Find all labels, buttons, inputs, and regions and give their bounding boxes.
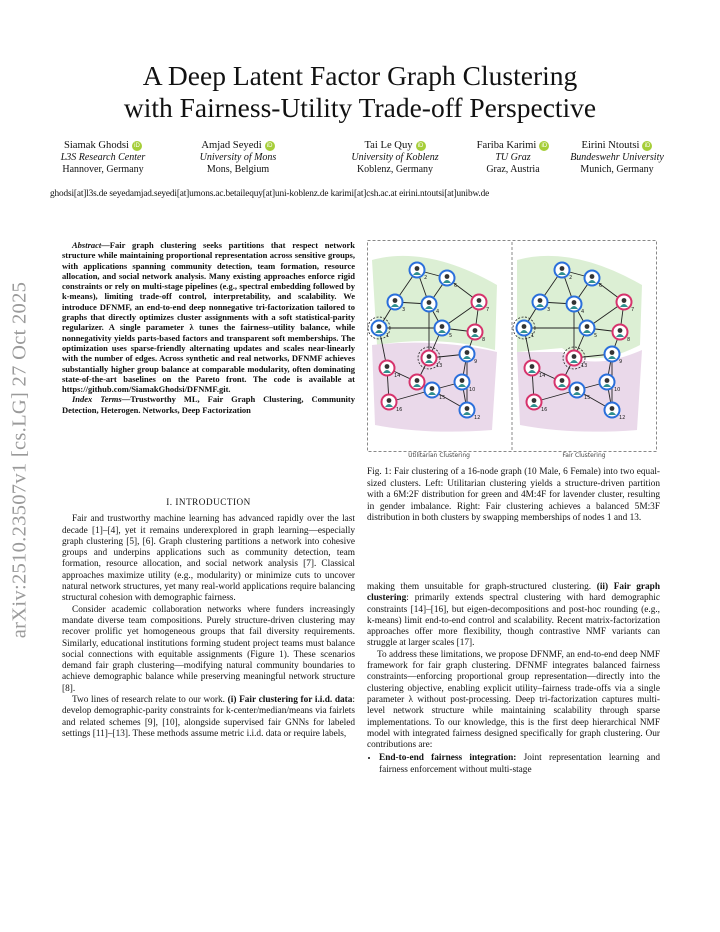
abstract-label: Abstract: [72, 240, 102, 250]
person-head-icon: [610, 350, 615, 355]
person-head-icon: [465, 350, 470, 355]
author-5: Eirini Ntoutsi iD Bundeswehr University Munich, Germany: [570, 140, 664, 175]
orcid-icon[interactable]: iD: [642, 141, 652, 151]
figure-caption: Fig. 1: Fair clustering of a 16-node graph (10 Male, 6 Female) into two equal-sized clusters. Left: Utilitarian clustering yields a structure-driven partition with a 6M:2F distribution for green and 4M:4F for lavender cluster, resulting in gender imbalance. Right: Fair clustering achieves a balanced 5M:3F distribution in both clusters by swapping memberships of nodes 1 and 13.: [367, 467, 660, 524]
index-terms-body: —Trustworthy ML, Fair Graph Clustering, Community Detection, Heterogen. Networks, Deep Factorization: [62, 394, 355, 415]
node-number: 2: [569, 275, 573, 281]
person-head-icon: [430, 386, 435, 391]
person-head-icon: [465, 406, 470, 411]
person-head-icon: [387, 398, 392, 403]
title-line-2: with Fairness-Utility Trade-off Perspective: [123, 92, 597, 123]
person-head-icon: [560, 266, 565, 271]
node-number: 9: [619, 359, 623, 365]
author-1: Siamak Ghodsi iD L3S Research Center Hannover, Germany: [60, 140, 146, 175]
person-head-icon: [560, 378, 565, 383]
person-head-icon: [440, 324, 445, 329]
intro-paragraph-2: Consider academic collaboration networks where funders increasingly mandate diverse team compositions. Purely structure-driven clustering may recover prolific yet homogeneous groups that fail diversity requirements. Similarly, educational institutions forming student project teams must balance social connections with equitable assignments (Figure 1). These scenarios demand fair graph clustering—modifying natural community boundaries to achieve demographic balance while preserving meaningful network structure [8].: [62, 604, 355, 694]
node-number: 3: [402, 307, 406, 313]
person-head-icon: [530, 364, 535, 369]
person-head-icon: [572, 354, 577, 359]
node-number: 5: [449, 333, 453, 339]
person-head-icon: [522, 324, 527, 329]
paper-title: [0, 60, 720, 124]
index-terms-label: Index Terms: [72, 394, 122, 405]
node-number: 16: [396, 407, 403, 413]
person-head-icon: [477, 298, 482, 303]
node-number: 13: [436, 363, 443, 369]
person-head-icon: [618, 328, 623, 333]
node-number: 13: [581, 363, 588, 369]
contributions-list: [367, 753, 660, 776]
orcid-icon[interactable]: iD: [132, 141, 142, 151]
node-number: 5: [594, 333, 598, 339]
person-head-icon: [622, 298, 627, 303]
person-head-icon: [427, 300, 432, 305]
node-number: 7: [631, 307, 635, 313]
author-4: Fariba Karimi iD TU Graz Graz, Austria: [458, 140, 568, 176]
node-number: 1: [386, 333, 390, 339]
node-number: 1: [531, 333, 535, 339]
orcid-icon[interactable]: iD: [265, 141, 275, 151]
person-head-icon: [393, 298, 398, 303]
figure-1: [367, 240, 657, 460]
node-number: 6: [599, 283, 603, 289]
node-number: 6: [454, 283, 458, 289]
node-number: 8: [482, 337, 486, 343]
right-paragraph-2: To address these limitations, we propose DFNMF, an end-to-end deep NMF framework for fair graph clustering. DFNMF integrates balanced fairness constraints—enforcing proportional group representation—directly into the clustering objective, enabling explicit utility–fairness trade-offs via a single parameter λ without post-processing. Deep tri-factorization captures multi-level network structure while maintaining scalability through sparse implementations. To our knowledge, this is the first deep hierarchical NMF model with integrated fairness designed specifically for graph clustering. Our contributions are:: [367, 649, 660, 751]
introduction: [62, 491, 355, 740]
utilitarian-panel: [368, 256, 497, 432]
panel-label-left: Utilitarian Clustering: [408, 452, 470, 459]
person-head-icon: [575, 386, 580, 391]
orcid-icon[interactable]: iD: [416, 141, 426, 151]
person-head-icon: [377, 324, 382, 329]
author-2: Amjad Seyedi iD University of Mons Mons, Belgium: [199, 140, 277, 175]
right-paragraph-1: making them unsuitable for graph-structured clustering. (ii) Fair graph clustering: primarily extends spectral clustering with hard demographic constraints [14]–[16], but eigen-decompositions and post-hoc rounding (e.g., k-means) limit end-to-end control and scalability. Recent matrix-factorization approaches offer more flexibility, though contrastive NMF variants can struggle at larger scales [17].: [367, 582, 661, 649]
contribution-1: • End-to-end fairness integration: Joint representation learning and fairness enforcement without multi-stage: [379, 753, 660, 776]
node-number: 8: [627, 337, 631, 343]
node-number: 10: [614, 387, 621, 393]
person-head-icon: [605, 378, 610, 383]
title-line-1: A Deep Latent Factor Graph Clustering: [142, 60, 578, 91]
person-head-icon: [445, 274, 450, 279]
node-number: 12: [619, 415, 626, 421]
person-head-icon: [385, 364, 390, 369]
person-head-icon: [473, 328, 478, 333]
person-head-icon: [585, 324, 590, 329]
author-emails: ghodsi[at]l3s.de seyedamjad.seyedi[at]umons.ac.betailequy[at]uni-koblenz.de karimi[at]csh.ac.at eirini.ntoutsi[at]unibw.de: [50, 189, 490, 199]
node-number: 14: [394, 373, 401, 379]
node-number: 15: [439, 395, 446, 401]
abstract: [62, 240, 355, 415]
person-head-icon: [415, 266, 420, 271]
node-number: 14: [539, 373, 546, 379]
author-3: Tai Le Quy iD University of Koblenz Koblenz, Germany: [351, 140, 439, 175]
panel-label-right: Fair Clustering: [562, 452, 606, 459]
intro-paragraph-1: Fair and trustworthy machine learning has advanced rapidly over the last decade [1]–[4], yet it remains underexplored in graph learning—especially graph clustering [5], [6]. Graph clustering partitions a network into cohesive groups and underpins applications such as community detection, team formation, resource allocation, and social network analysis [7]. Classical approaches maximize utility (e.g., modularity) or minimize cuts to uncover natural network structures, yet many real-world applications require balancing structural cohesion with demographic fairness.: [62, 514, 355, 604]
intro-paragraph-3: Two lines of research relate to our work. (i) Fair clustering for i.i.d. data: develop demographic-parity constraints for k-center/median/means via fairlets and related schemes [9], [10], alongside supervised fair GNNs for labeled settings [11]–[13]. These methods assume metric i.i.d. data or require labels,: [62, 695, 355, 739]
person-head-icon: [460, 378, 465, 383]
abstract-body: —Fair graph clustering seeks partitions that respect network structure while maintaining proportional representation across sensitive groups, with applications spanning community detection, team formation, resource allocation, and social network analysis. Many existing approaches enforce rigid constraints or rely on multi-stage pipelines (e.g., spectral embedding followed by k-means), limiting trade-off control, interpretability, and scalability. We introduce DFNMF, an end-to-end deep nonnegative tri-factorization tailored to graphs that directly optimizes cluster assignments with a soft statistical-parity regularizer. A single parameter λ tunes the fairness–utility balance, while nonnegativity yields parts-based factors and transparent soft memberships. The optimization uses sparse-friendly alternating updates and scales near-linearly with the number of edges. Across synthetic and real networks, DFNMF achieves substantially higher group balance at comparable modularity, often dominating state-of-the-art baselines on the Pareto front. The code is available at https://github.com/SiamakGhodsi/DFNMF.git.: [62, 240, 355, 395]
node-number: 16: [541, 407, 548, 413]
node-number: 7: [486, 307, 490, 313]
right-column-text: [367, 582, 660, 776]
node-number: 15: [584, 395, 591, 401]
node-number: 9: [474, 359, 478, 365]
person-head-icon: [538, 298, 543, 303]
node-number: 3: [547, 307, 551, 313]
node-number: 10: [469, 387, 476, 393]
orcid-icon[interactable]: iD: [539, 141, 549, 151]
person-head-icon: [415, 378, 420, 383]
node-number: 12: [474, 415, 481, 421]
node-number: 4: [581, 309, 585, 315]
person-head-icon: [572, 300, 577, 305]
person-head-icon: [532, 398, 537, 403]
person-head-icon: [427, 354, 432, 359]
node-number: 2: [424, 275, 428, 281]
node-number: 4: [436, 309, 440, 315]
fair-panel: [513, 256, 642, 432]
section-heading: I. INTRODUCTION: [166, 497, 251, 507]
person-head-icon: [590, 274, 595, 279]
arxiv-stamp: arXiv:2510.23507v1 [cs.LG] 27 Oct 2025: [8, 281, 31, 639]
person-head-icon: [610, 406, 615, 411]
